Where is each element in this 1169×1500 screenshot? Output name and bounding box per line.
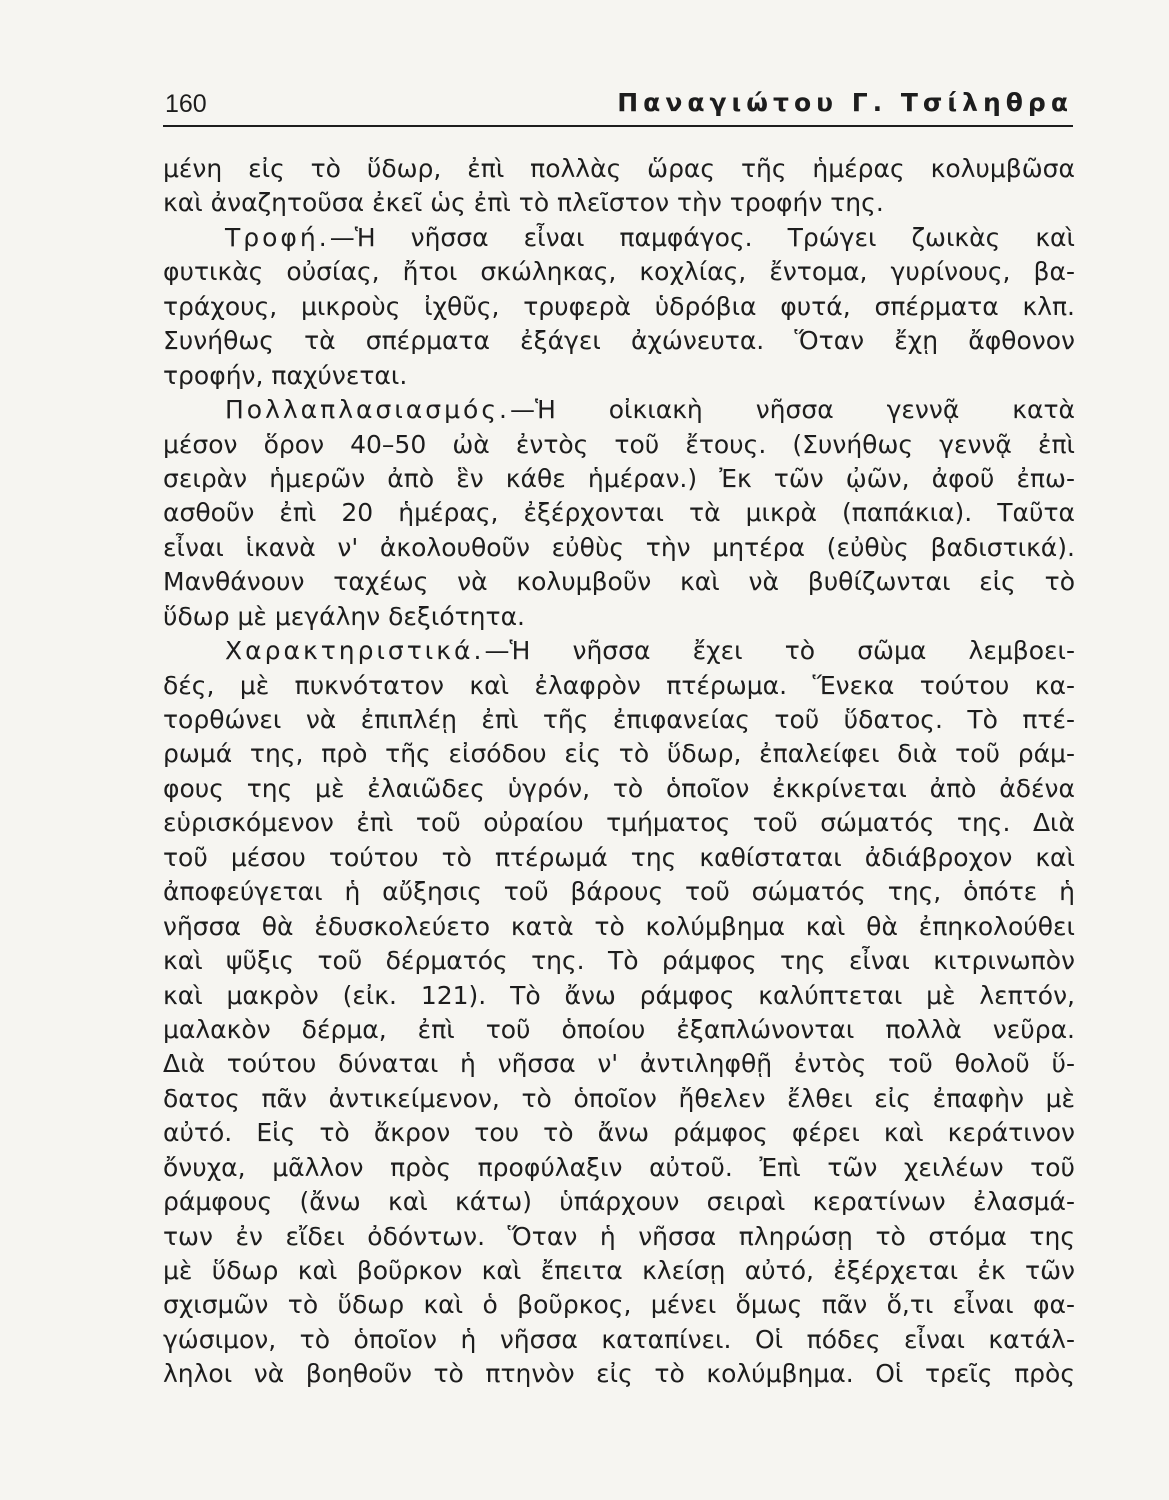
line-text: ασθοῦν ἐπὶ 20 ἡμέρας, ἐξέρχονται τὰ μικρὰ (παπάκια). Ταῦτα (163, 498, 1075, 528)
text-line (163, 324, 1075, 358)
line-text: γώσιμον, τὸ ὁποῖον ἡ νῆσσα καταπίνει. Οἱ πόδες εἶναι κατάλ- (163, 1324, 1075, 1354)
line-text: τοῦ μέσου τούτου τὸ πτέρωμά της καθίσταται ἀδιάβροχον καὶ (163, 842, 1075, 872)
text-line (163, 359, 1075, 393)
text-line (163, 806, 1075, 840)
header-rule (163, 125, 1073, 127)
text-line (163, 1220, 1075, 1254)
text-line (163, 152, 1075, 186)
text-line (163, 979, 1075, 1013)
line-text: Μανθάνουν ταχέως νὰ κολυμβοῦν καὶ νὰ βυθίζωνται εἰς τὸ (163, 567, 1075, 597)
line-text: ρωμά της, πρὸ τῆς εἰσόδου εἰς τὸ ὕδωρ, ἐπαλείφει διὰ τοῦ ράμ- (163, 739, 1075, 769)
text-line (163, 1323, 1075, 1357)
line-text: καὶ ψῦξις τοῦ δέρματός της. Τὸ ράμφος της εἶναι κιτρινωπὸν (163, 946, 1075, 976)
line-text: εὑρισκόμενον ἐπὶ τοῦ οὐραίου τμήματος τοῦ σώματός της. Διὰ (163, 808, 1075, 838)
line-text: μένη εἰς τὸ ὕδωρ, ἐπὶ πολλὰς ὥρας τῆς ἡμέρας κολυμβῶσα (163, 154, 1075, 183)
text-line (163, 496, 1075, 530)
line-text: φυτικὰς οὐσίας, ἤτοι σκώληκας, κοχλίας, ἔντομα, γυρίνους, βα- (163, 257, 1075, 287)
text-line (163, 1185, 1075, 1219)
line-text: τροφήν, παχύνεται. (163, 360, 408, 390)
text-line (163, 841, 1075, 875)
text-line (163, 565, 1075, 599)
line-text: μαλακὸν δέρμα, ἐπὶ τοῦ ὁποίου ἐξαπλώνονται πολλὰ νεῦρα. (163, 1014, 1075, 1044)
line-text: —Ἡ νῆσσα εἶναι παμφάγος. Τρώγει ζωικὰς καὶ (329, 222, 1075, 252)
text-line (163, 255, 1075, 289)
text-line (163, 1082, 1075, 1116)
text-line (163, 186, 1075, 220)
text-line (163, 772, 1075, 806)
section-heading: Πολλαπλασιασμός. (225, 395, 510, 425)
text-line (163, 1047, 1075, 1081)
text-line (163, 221, 1075, 255)
text-line (163, 1151, 1075, 1185)
line-text: καὶ ἀναζητοῦσα ἐκεῖ ὡς ἐπὶ τὸ πλεῖστον τὴν τροφήν της. (163, 188, 884, 218)
line-text: καὶ μακρὸν (εἰκ. 121). Τὸ ἄνω ράμφος καλύπτεται μὲ λεπτόν, (163, 980, 1075, 1010)
text-line (163, 737, 1075, 771)
line-text: Συνήθως τὰ σπέρματα ἐξάγει ἀχώνευτα. Ὅταν ἔχῃ ἄφθονον (163, 326, 1075, 356)
line-text: νῆσσα θὰ ἐδυσκολεύετο κατὰ τὸ κολύμβημα καὶ θὰ ἐπηκολούθει (163, 911, 1075, 941)
text-line (163, 944, 1075, 978)
page-header (163, 84, 1073, 128)
line-text: φους της μὲ ἐλαιῶδες ὑγρόν, τὸ ὁποῖον ἐκκρίνεται ἀπὸ ἀδένα (163, 773, 1075, 803)
line-text: δατος πᾶν ἀντικείμενον, τὸ ὁποῖον ἤθελεν ἔλθει εἰς ἐπαφὴν μὲ (163, 1083, 1075, 1113)
text-line (163, 393, 1075, 427)
line-text: ὕδωρ μὲ μεγάλην δεξιότητα. (163, 601, 525, 631)
line-text: αὐτό. Εἰς τὸ ἄκρον του τὸ ἄνω ράμφος φέρει καὶ κεράτινον (163, 1118, 1075, 1148)
text-line (163, 875, 1075, 909)
line-text: τράχους, μικροὺς ἰχθῦς, τρυφερὰ ὑδρόβια φυτά, σπέρματα κλπ. (163, 291, 1075, 321)
running-head: Παναγιώτου Γ. Τσίληθρα (617, 88, 1073, 117)
text-line (163, 531, 1075, 565)
line-text: δές, μὲ πυκνότατον καὶ ἐλαφρὸν πτέρωμα. Ἕνεκα τούτου κα- (163, 670, 1075, 700)
line-text: Διὰ τούτου δύναται ἡ νῆσσα ν' ἀντιληφθῇ ἐντὸς τοῦ θολοῦ ὕ- (163, 1049, 1075, 1079)
line-text: —Ἡ νῆσσα ἔχει τὸ σῶμα λεμβοει- (484, 636, 1075, 666)
line-text: ράμφους (ἄνω καὶ κάτω) ὑπάρχουν σειραὶ κερατίνων ἐλασμά- (163, 1187, 1075, 1217)
section-heading: Τροφή. (225, 222, 330, 252)
text-line (163, 1013, 1075, 1047)
line-text: ληλοι νὰ βοηθοῦν τὸ πτηνὸν εἰς τὸ κολύμβημα. Οἱ τρεῖς πρὸς (163, 1359, 1075, 1389)
line-text: ἀποφεύγεται ἡ αὔξησις τοῦ βάρους τοῦ σώματός της, ὁπότε ἡ (163, 877, 1075, 907)
line-text: μέσον ὅρον 40–50 ὠὰ ἐντὸς τοῦ ἔτους. (Συνήθως γεννᾷ ἐπὶ (163, 429, 1075, 459)
line-text: —Ἡ οἰκιακὴ νῆσσα γεννᾷ κατὰ (509, 395, 1075, 425)
text-line (163, 290, 1075, 324)
text-line (163, 1116, 1075, 1150)
text-line (163, 669, 1075, 703)
text-line (163, 462, 1075, 496)
line-text: των ἐν εἴδει ὀδόντων. Ὅταν ἡ νῆσσα πληρώσῃ τὸ στόμα της (163, 1221, 1075, 1251)
section-heading: Χαρακτηριστικά. (225, 636, 485, 666)
text-line (163, 1254, 1075, 1288)
text-line (163, 910, 1075, 944)
page-number: 160 (165, 90, 207, 118)
text-line (163, 634, 1075, 668)
text-line (163, 600, 1075, 634)
line-text: τορθώνει νὰ ἐπιπλέῃ ἐπὶ τῆς ἐπιφανείας τοῦ ὕδατος. Τὸ πτέ- (163, 705, 1075, 734)
line-text: σειρὰν ἡμερῶν ἀπὸ ἓν κάθε ἡμέραν.) Ἐκ τῶν ᾠῶν, ἀφοῦ ἐπω- (163, 463, 1075, 493)
text-line (163, 703, 1075, 737)
text-line (163, 428, 1075, 462)
text-line (163, 1288, 1075, 1322)
body-text (163, 152, 1075, 1392)
line-text: μὲ ὕδωρ καὶ βοῦρκον καὶ ἔπειτα κλείσῃ αὐτό, ἐξέρχεται ἐκ τῶν (163, 1256, 1075, 1285)
line-text: εἶναι ἱκανὰ ν' ἀκολουθοῦν εὐθὺς τὴν μητέρα (εὐθὺς βαδιστικά). (163, 532, 1075, 562)
line-text: ὄνυχα, μᾶλλον πρὸς προφύλαξιν αὐτοῦ. Ἐπὶ τῶν χειλέων τοῦ (163, 1152, 1075, 1182)
line-text: σχισμῶν τὸ ὕδωρ καὶ ὁ βοῦρκος, μένει ὅμως πᾶν ὅ,τι εἶναι φα- (163, 1290, 1075, 1320)
text-line (163, 1357, 1075, 1391)
